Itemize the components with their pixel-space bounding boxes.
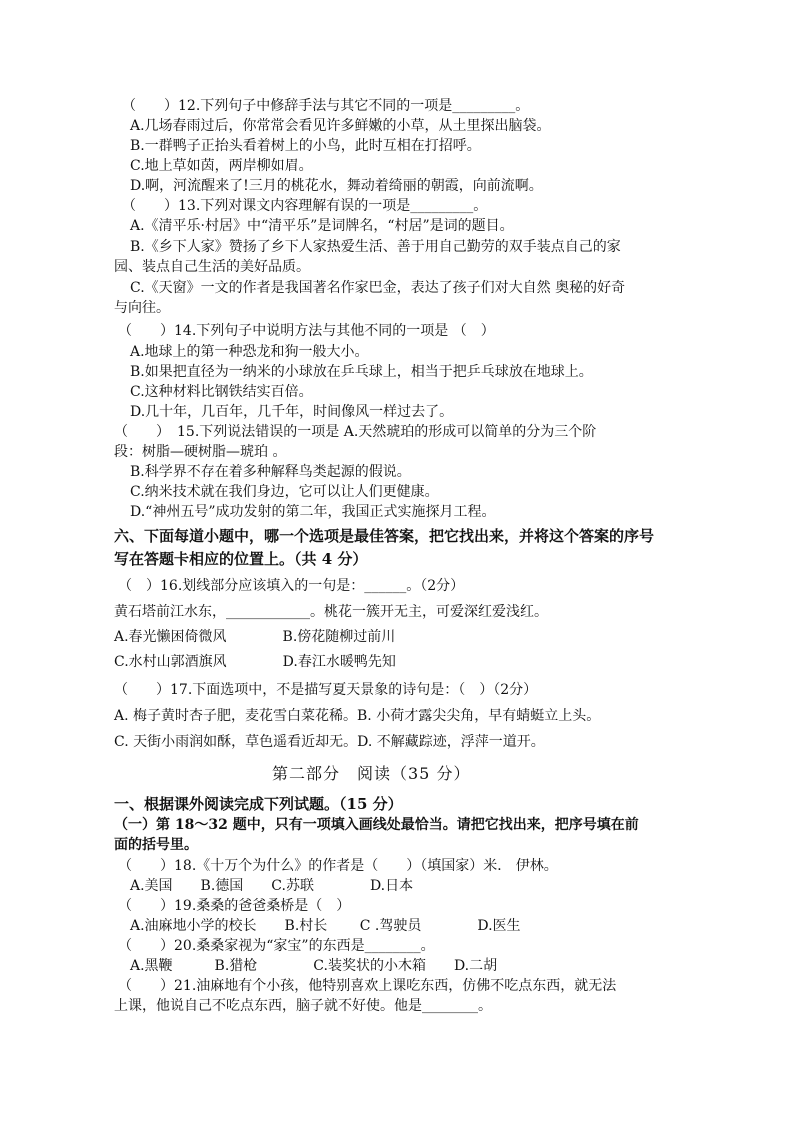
question-21: （ ）21.油麻地有个小孩，他特别喜欢上课吃东西，仿佛不吃点东西，就无法 bbox=[118, 978, 617, 994]
q13-option-a: A.《清平乐·村居》中“清平乐”是词牌名，“村居”是词的题目。 bbox=[130, 218, 514, 234]
q13-option-c-cont: 与向往。 bbox=[114, 300, 170, 316]
q16-options-ab: A.春光懒困倚微风 B.傍花随柳过前川 bbox=[114, 629, 396, 645]
q18-options: A.美国 B.德国 C.苏联 D.日本 bbox=[130, 878, 414, 894]
section-six-heading-cont: 写在答题卡相应的位置上。（共 4 分） bbox=[114, 550, 368, 568]
q13-option-c: C.《天窗》一文的作者是我国著名作家巴金，表达了孩子们对大自然 奥秘的好奇 bbox=[130, 280, 626, 296]
reading-instructions: （一）第 18～32 题中，只有一项填入画线处最恰当。请把它找出来，把序号填在前 bbox=[114, 817, 639, 833]
section-six-heading: 六、下面每道小题中，哪一个选项是最佳答案，把它找出来，并将这个答案的序号 bbox=[114, 527, 655, 545]
q16-options-cd: C.水村山郭酒旗风 D.春江水暖鸭先知 bbox=[114, 654, 396, 670]
part-two-title: 第二部分 阅读（35 分） bbox=[272, 764, 471, 783]
question-15-cont: 段：树脂—硬树脂—琥珀 。 bbox=[114, 444, 287, 460]
q12-option-b: B.一群鸭子正抬头看着树上的小鸟，此时互相在打招呼。 bbox=[130, 138, 481, 154]
q17-options-cd: C. 天街小雨润如酥，草色遥看近却无。D. 不解藏踪迹，浮萍一道开。 bbox=[114, 734, 545, 750]
question-19: （ ）19.桑桑的爸爸桑桥是（ ） bbox=[118, 898, 351, 914]
q15-option-b: B.科学界不存在着多种解释鸟类起源的假说。 bbox=[130, 464, 411, 480]
q12-option-a: A.几场春雨过后，你常常会看见许多鲜嫩的小草，从土里探出脑袋。 bbox=[130, 118, 551, 134]
question-14: （ ）14.下列句子中说明方法与其他不同的一项是 （ ） bbox=[118, 323, 495, 339]
q20-options: A.黑鞭 B.猎枪 C.装奖状的小木箱 D.二胡 bbox=[130, 958, 498, 974]
question-21-cont: 上课，他说自己不吃点东西，脑子就不好使。他是________。 bbox=[114, 998, 492, 1014]
q12-option-c: C.地上草如茵，两岸柳如眉。 bbox=[130, 158, 313, 174]
q12-option-d: D.啊，河流醒来了!三月的桃花水，舞动着绮丽的朝霞，向前流啊。 bbox=[130, 178, 543, 194]
q14-option-b: B.如果把直径为一纳米的小球放在乒乓球上，相当于把乒乓球放在地球上。 bbox=[130, 364, 593, 380]
q14-option-d: D.几十年，几百年，几千年，时间像风一样过去了。 bbox=[130, 404, 454, 420]
question-20: （ ）20.桑桑家视为“家宝”的东西是________。 bbox=[118, 938, 435, 954]
q13-option-b: B.《乡下人家》赞扬了乡下人家热爱生活、善于用自己勤劳的双手装点自己的家 bbox=[130, 239, 621, 255]
q19-options: A.油麻地小学的校长 B.村长 C .驾驶员 D.医生 bbox=[130, 918, 521, 934]
reading-instructions-cont: 面的括号里。 bbox=[114, 837, 198, 853]
q15-option-c: C.纳米技术就在我们身边，它可以让人们更健康。 bbox=[130, 484, 439, 500]
q16-poem: 黄石塔前江水东，____________。桃花一簇开无主，可爱深红爱浅红。 bbox=[114, 604, 548, 620]
q13-option-b-cont: 园、装点自己生活的美好品质。 bbox=[114, 259, 310, 275]
question-12: （ ）12.下列句子中修辞手法与其它不同的一项是_________。 bbox=[122, 98, 530, 114]
q17-options-ab: A. 梅子黄时杏子肥，麦花雪白菜花稀。B. 小荷才露尖尖角，早有蜻蜓立上头。 bbox=[114, 708, 601, 724]
question-16: （ ）16.划线部分应该填入的一句是：______。（2分） bbox=[118, 578, 465, 594]
q14-option-a: A.地球上的第一种恐龙和狗一般大小。 bbox=[130, 344, 369, 360]
question-17: （ ）17.下面选项中，不是描写夏天景象的诗句是：（ ）（2分） bbox=[114, 682, 538, 698]
q14-option-c: C.这种材料比钢铁结实百倍。 bbox=[130, 384, 313, 400]
question-13: （ ）13.下列对课文内容理解有误的一项是_________。 bbox=[122, 198, 488, 214]
reading-section-heading: 一、根据课外阅读完成下列试题。（15 分） bbox=[114, 795, 403, 813]
q15-option-d: D.“神州五号”成功发射的第二年，我国正式实施探月工程。 bbox=[130, 504, 496, 520]
question-18: （ ）18.《十万个为什么》的作者是（ ）（填国家）米． 伊林。 bbox=[118, 858, 558, 874]
question-15: （ ） 15.下列说法错误的一项是 A.天然琥珀的形成可以简单的分为三个阶 bbox=[114, 424, 597, 440]
